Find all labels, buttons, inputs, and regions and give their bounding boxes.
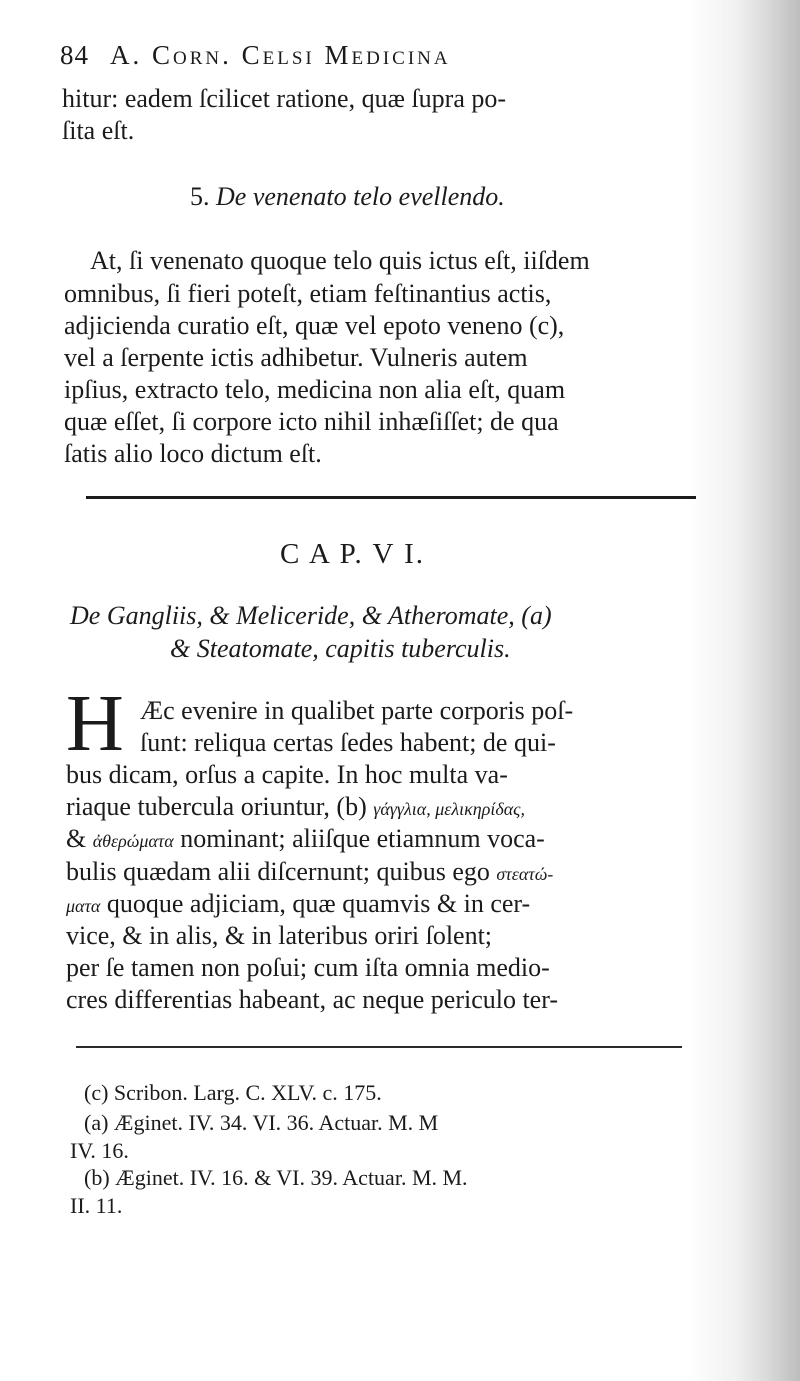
chapter-divider-rule [86,496,696,499]
chapter-line-8: vice, & in alis, & in lateribus oriri ſolent; [66,921,493,950]
section-5-line-3: adjicienda curatio eſt, quæ vel epoto veneno (c), [64,311,565,340]
chapter-line-1: Æc evenire in qualibet parte corporis poſ- [140,696,574,725]
chapter-line-7-latin: quoque adjiciam, quæ quamvis & in cer- [106,889,531,918]
chapter-line-10: cres differentias habeant, ac neque periculo ter- [66,985,559,1014]
section-5-line-2: omnibus, ſi fieri poteſt, etiam feſtinantius actis, [64,279,552,308]
section-5-line-1: At, ſi venenato quoque telo quis ictus eſt, iiſdem [90,246,590,275]
chapter-line-9: per ſe tamen non poſui; cum iſta omnia medio- [66,953,550,982]
footnote-b-line-1: (b) Æginet. IV. 16. & VI. 39. Actuar. M. M. [84,1165,468,1190]
section-5-line-7: ſatis alio loco dictum eſt. [64,439,322,468]
carryover-line-2: ſita eſt. [62,116,135,145]
footnote-c: (c) Scribon. Larg. C. XLV. c. 175. [84,1080,382,1105]
footnote-rule [76,1046,682,1048]
chapter-line-5-latin: nominant; aliiſque etiamnum voca- [180,824,545,853]
chapter-line-5-et: & [66,824,87,853]
chapter-line-7 [66,891,530,917]
drop-cap: H [66,680,124,768]
chapter-line-3: bus dicam, orſus a capite. In hoc multa va- [66,760,508,789]
chapter-heading-line-2: & Steatomate, capitis tuberculis. [170,634,511,663]
chapter-title: C A P. V I. [280,538,426,570]
greek-mata: ματα [66,896,101,916]
section-5-line-4: vel a ſerpente ictis adhibetur. Vulneris autem [64,343,528,372]
footnote-a-line-2: IV. 16. [70,1138,129,1163]
chapter-line-4 [66,794,525,820]
section-5-line-6: quæ eſſet, ſi corpore icto nihil inhæſiſſet; de qua [64,407,559,436]
greek-ganglia-melikerides: γάγγλια, μελικηρίδας, [373,799,525,819]
chapter-heading-line-1: De Gangliis, & Meliceride, & Atheromate, (a) [70,601,552,630]
section-5-line-5: ipſius, extracto telo, medicina non alia eſt, quam [64,375,566,404]
chapter-line-4-latin: riaque tubercula oriuntur, (b) [66,792,367,821]
carryover-line-1: hitur: eadem ſcilicet ratione, quæ ſupra po- [62,84,507,113]
section-5-heading [190,184,505,210]
chapter-line-2: ſunt: reliqua certas ſedes habent; de qui- [140,728,556,757]
running-header [60,42,451,69]
section-5-title: De venenato telo evellendo. [216,182,505,211]
greek-steato: στεατώ- [496,864,554,884]
chapter-line-6 [66,859,553,885]
footnote-b-line-2: II. 11. [70,1193,123,1218]
chapter-line-5 [66,826,545,852]
page-number: 84 [60,40,89,70]
chapter-line-6-latin: bulis quædam alii diſcernunt; quibus ego [66,857,490,886]
running-title: A. Corn. Celsi Medicina [110,40,451,70]
greek-atheromata: ἀθερώματα [92,831,174,851]
section-5-number: 5. [190,182,210,211]
footnote-a-line-1: (a) Æginet. IV. 34. VI. 36. Actuar. M. M [84,1110,439,1135]
